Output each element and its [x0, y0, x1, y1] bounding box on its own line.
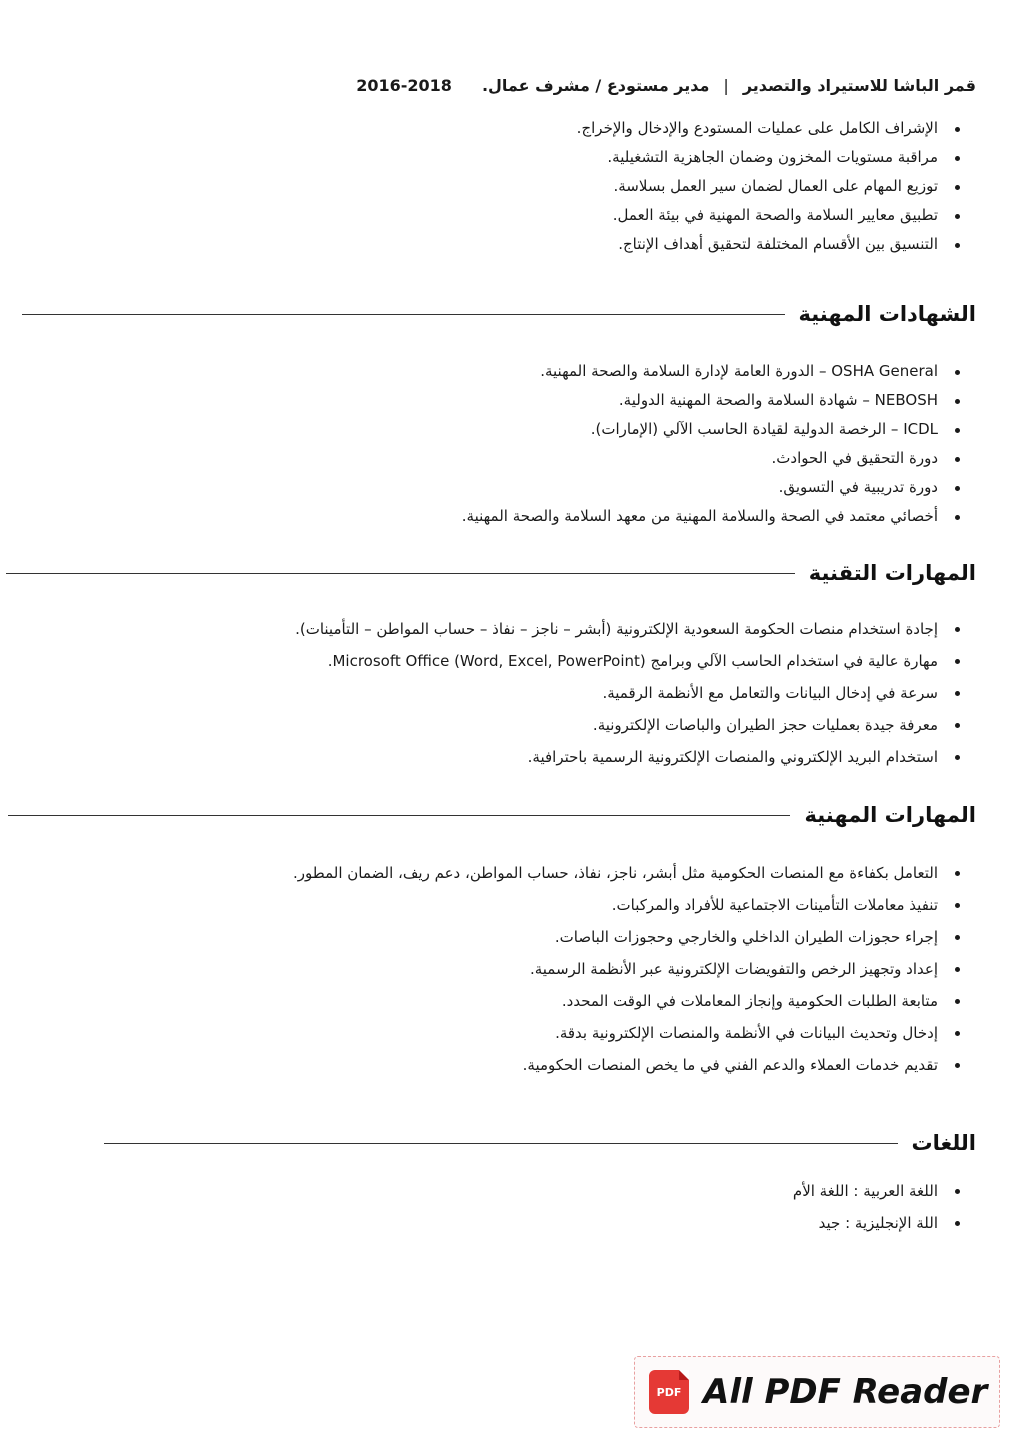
- list-item: تقديم خدمات العملاء والدعم الفني في ما يخص المنصات الحكومية.: [293, 1049, 938, 1081]
- list-item: التعامل بكفاءة مع المنصات الحكومية مثل أبشر، ناجز، نفاذ، حساب المواطن، دعم ريف، الضمان المطور.: [293, 857, 938, 889]
- list-item: NEBOSH – شهادة السلامة والصحة المهنية الدولية.: [462, 386, 938, 415]
- list-item: متابعة الطلبات الحكومية وإنجاز المعاملات في الوقت المحدد.: [293, 985, 938, 1017]
- pdf-icon-label: PDF: [656, 1385, 682, 1399]
- list-item: اللة الإنجليزية : جيد: [793, 1207, 938, 1239]
- section-rule: [6, 573, 795, 574]
- company-name: قمر الباشا للاستيراد والتصدير: [742, 75, 976, 95]
- list-item: اللغة العربية : اللغة الأم: [793, 1175, 938, 1207]
- section-rule: [104, 1143, 898, 1144]
- job-duties-list: [577, 114, 960, 259]
- list-item: إدخال وتحديث البيانات في الأنظمة والمنصات الإلكترونية بدقة.: [293, 1017, 938, 1049]
- section-title: اللغات: [911, 1131, 976, 1155]
- section-title: الشهادات المهنية: [798, 302, 976, 326]
- list-item: مراقبة مستويات المخزون وضمان الجاهزية التشغيلية.: [577, 143, 938, 172]
- professional-skills-list: [293, 857, 960, 1081]
- list-item: تنفيذ معاملات التأمينات الاجتماعية للأفراد والمركبات.: [293, 889, 938, 921]
- languages-heading: [104, 1125, 976, 1161]
- certificates-heading: [22, 296, 976, 332]
- watermark-text: All PDF Reader: [703, 1372, 988, 1412]
- list-item: تطبيق معايير السلامة والصحة المهنية في بيئة العمل.: [577, 201, 938, 230]
- certificates-list: [462, 357, 960, 531]
- list-item: توزيع المهام على العمال لضمان سير العمل بسلاسة.: [577, 172, 938, 201]
- list-item: معرفة جيدة بعمليات حجز الطيران والباصات الإلكترونية.: [295, 709, 938, 741]
- job-dates: 2016-2018: [356, 75, 452, 95]
- languages-list: [793, 1175, 960, 1239]
- section-rule: [22, 314, 785, 315]
- list-item: الإشراف الكامل على عمليات المستودع والإدخال والإخراج.: [577, 114, 938, 143]
- header-separator: |: [723, 75, 729, 95]
- list-item: OSHA General – الدورة العامة لإدارة السلامة والصحة المهنية.: [462, 357, 938, 386]
- list-item: إجراء حجوزات الطيران الداخلي والخارجي وحجوزات الباصات.: [293, 921, 938, 953]
- list-item: دورة التحقيق في الحوادث.: [462, 444, 938, 473]
- list-item: إعداد وتجهيز الرخص والتفويضات الإلكترونية عبر الأنظمة الرسمية.: [293, 953, 938, 985]
- list-item: استخدام البريد الإلكتروني والمنصات الإلكترونية الرسمية باحترافية.: [295, 741, 938, 773]
- section-title: المهارات المهنية: [804, 803, 976, 827]
- job-header: [340, 70, 976, 100]
- list-item: سرعة في إدخال البيانات والتعامل مع الأنظمة الرقمية.: [295, 677, 938, 709]
- list-item: التنسيق بين الأقسام المختلفة لتحقيق أهداف الإنتاج.: [577, 230, 938, 259]
- list-item: دورة تدريبية في التسويق.: [462, 473, 938, 502]
- list-item: ICDL – الرخصة الدولية لقيادة الحاسب الآلي (الإمارات).: [462, 415, 938, 444]
- list-item: أخصائي معتمد في الصحة والسلامة المهنية من معهد السلامة والصحة المهنية.: [462, 502, 938, 531]
- section-title: المهارات التقنية: [808, 561, 976, 585]
- list-item: إجادة استخدام منصات الحكومة السعودية الإلكترونية (أبشر – ناجز – نفاذ – حساب المواطن – التأمينات).: [295, 613, 938, 645]
- list-item: مهارة عالية في استخدام الحاسب الآلي وبرامج Microsoft Office (Word, Excel, PowerPoint).: [295, 645, 938, 677]
- job-position: مدير مستودع / مشرف عمال.: [481, 75, 710, 95]
- section-rule: [8, 815, 790, 816]
- pdf-icon: [649, 1370, 689, 1414]
- technical-skills-heading: [6, 555, 976, 591]
- technical-skills-list: [295, 613, 960, 773]
- pdf-reader-watermark: [634, 1356, 1000, 1428]
- professional-skills-heading: [8, 797, 976, 833]
